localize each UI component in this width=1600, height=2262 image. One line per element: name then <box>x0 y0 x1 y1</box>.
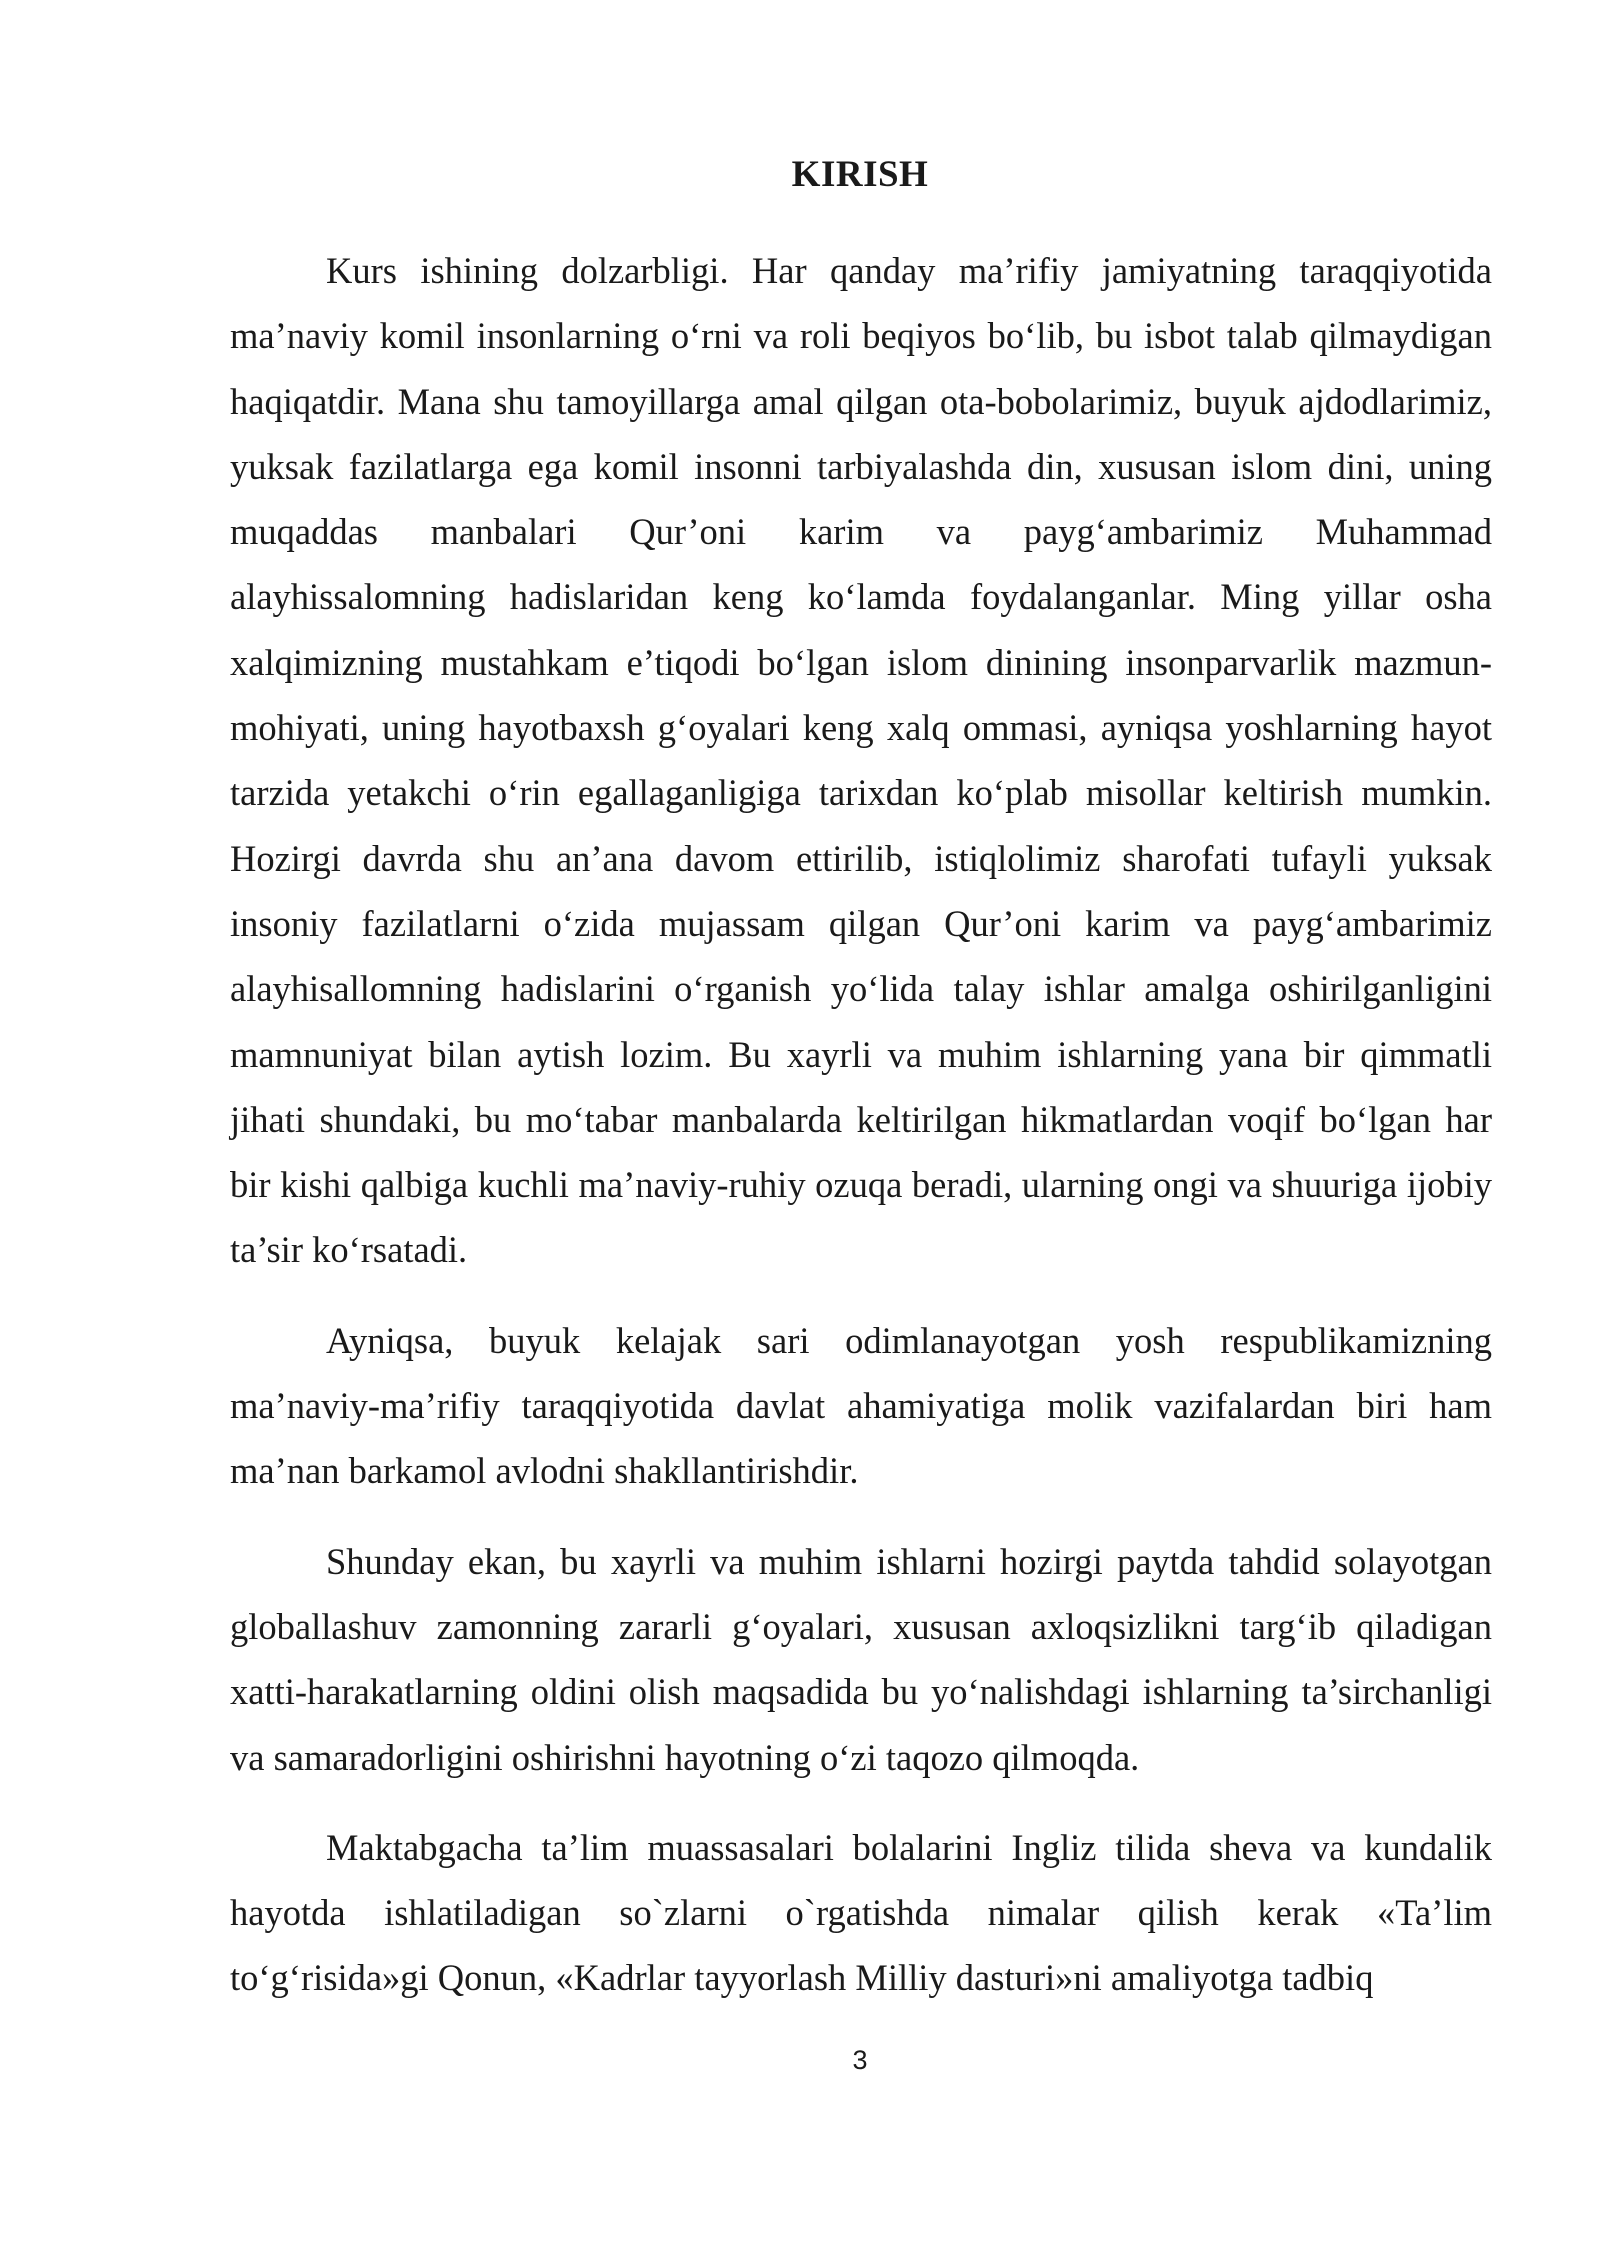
paragraph-globalization: Shunday ekan, bu xayrli va muhim ishlarni hozirgi paytda tahdid solayotgan globallashuv zamonning zararli g‘oyalari, xususan axloqsizlikni targ‘ib qiladigan xatti-harakatlarning oldini olish maqsadida bu yo‘nalishdagi ishlarning ta’sirchanligi va samaradorligini oshirishni hayotning o‘zi taqozo qilmoqda. <box>230 1540 1492 1778</box>
document-body <box>230 238 1492 2011</box>
paragraph-preschool: Maktabgacha ta’lim muassasalari bolalarini Ingliz tilida sheva va kundalik hayotda ishlatiladigan so`zlarni o`rgatishda nimalar qilish kerak «Ta’lim to‘g‘risida»gi Qonun, «Kadrlar tayyorlash Milliy dasturi»ni amaliyotga tadbiq <box>230 1826 1492 1999</box>
section-title: KIRISH <box>791 154 929 195</box>
page-number: 3 <box>852 2045 868 2075</box>
paragraph-relevance: Kurs ishining dolzarbligi. Har qanday ma’rifiy jamiyatning taraqqiyotida ma’naviy komil insonlarning o‘rni va roli beqiyos bo‘lib, bu isbot talab qilmaydigan haqiqatdir. Mana shu tamoyillarga amal qilgan ota-bobolarimiz, buyuk ajdodlarimiz, yuksak fazilatlarga ega komil insonni tarbiyalashda din, xususan islom dini, uning muqaddas manbalari Qur’oni karim va payg‘ambarimiz Muhammad alayhissalomning hadislaridan keng ko‘lamda foydalanganlar. Ming yillar osha xalqimizning mustahkam e’tiqodi bo‘lgan islom dinining insonparvarlik mazmun-mohiyati, uning hayotbaxsh g‘oyalari keng xalq ommasi, ayniqsa yoshlarning hayot tarzida yetakchi o‘rin egallaganligiga tarixdan ko‘plab misollar keltirish mumkin. Hozirgi davrda shu an’ana davom ettirilib, istiqlolimiz sharofati tufayli yuksak insoniy fazilatlarni o‘zida mujassam qilgan Qur’oni karim va payg‘ambarimiz alayhisallomning hadislarini o‘rganish yo‘lida talay ishlar amalga oshirilganligini mamnuniyat bilan aytish lozim. Bu xayrli va muhim ishlarning yana bir qimmatli jihati shundaki, bu mo‘tabar manbalarda keltirilgan hikmatlardan voqif bo‘lgan har bir kishi qalbiga kuchli ma’naviy-ruhiy ozuqa beradi, ularning ongi va shuuriga ijobiy ta’sir ko‘rsatadi. <box>230 250 1492 1271</box>
paragraph-future: Ayniqsa, buyuk kelajak sari odimlanayotgan yosh respublikamizning ma’naviy-ma’rifiy taraqqiyotida davlat ahamiyatiga molik vazifalardan biri ham ma’nan barkamol avlodni shakllantirishdir. <box>230 1319 1492 1492</box>
